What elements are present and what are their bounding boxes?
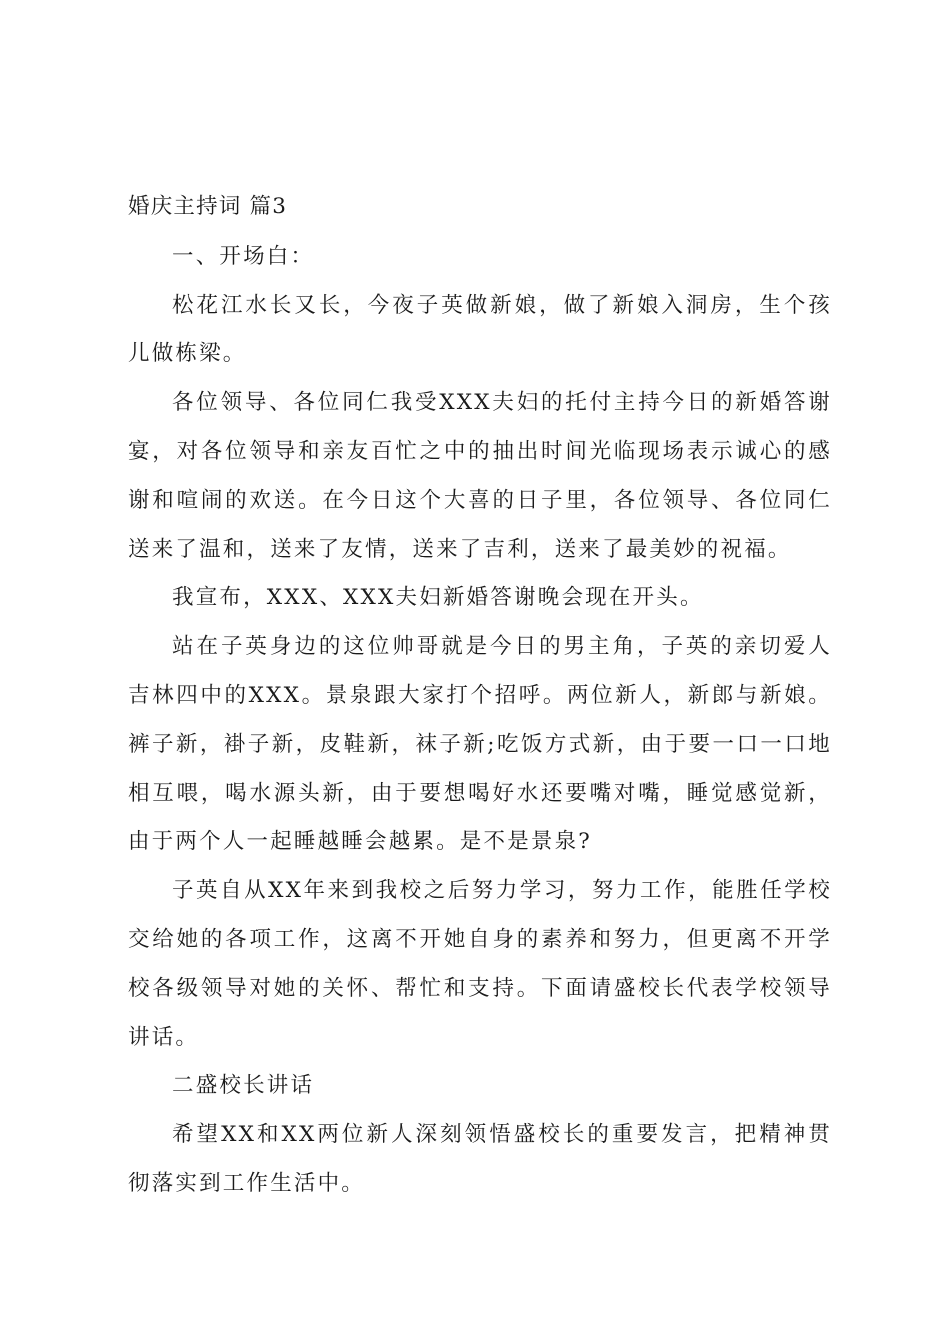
paragraph-groom-intro: 站在子英身边的这位帅哥就是今日的男主角，子英的亲切爱人吉林四中的XXX。景泉跟大家打个招呼。两位新人，新郎与新娘。裤子新，褂子新，皮鞋新，袜子新;吃饭方式新，由于要一口一口地相互喂，喝水源头新，由于要想喝好水还要嘴对嘴，睡觉感觉新，由于两个人一起睡越睡会越累。是不是景泉? — [128, 634, 832, 855]
document-title: 婚庆主持词 篇3 — [128, 194, 288, 219]
paragraph-closing-wish: 希望XX和XX两位新人深刻领悟盛校长的重要发言，把精神贯彻落实到工作生活中。 — [128, 1122, 832, 1196]
paragraph-section-two-heading: 二盛校长讲话 — [172, 1073, 315, 1099]
paragraph-opening-verse: 松花江水长又长，今夜子英做新娘，做了新娘入洞房，生个孩儿做栋梁。 — [128, 292, 832, 367]
paragraph-announcement: 我宣布，XXX、XXX夫妇新婚答谢晚会现在开头。 — [172, 585, 704, 611]
paragraph-welcome: 各位领导、各位同仁我受XXX夫妇的托付主持今日的新婚答谢宴，对各位领导和亲友百忙之中的抽出时间光临现场表示诚心的感谢和喧闹的欢送。在今日这个大喜的日子里，各位领导、各位同仁送来了温和，送来了友情，送来了吉利，送来了最美妙的祝福。 — [128, 390, 832, 562]
paragraph-opening-heading: 一、开场白： — [172, 243, 315, 269]
paragraph-bride-intro: 子英自从XX年来到我校之后努力学习，努力工作，能胜任学校交给她的各项工作，这离不开她自身的素养和努力，但更离不开学校各级领导对她的关怀、帮忙和支持。下面请盛校长代表学校领导讲话。 — [128, 878, 832, 1050]
document-body — [128, 183, 832, 1209]
